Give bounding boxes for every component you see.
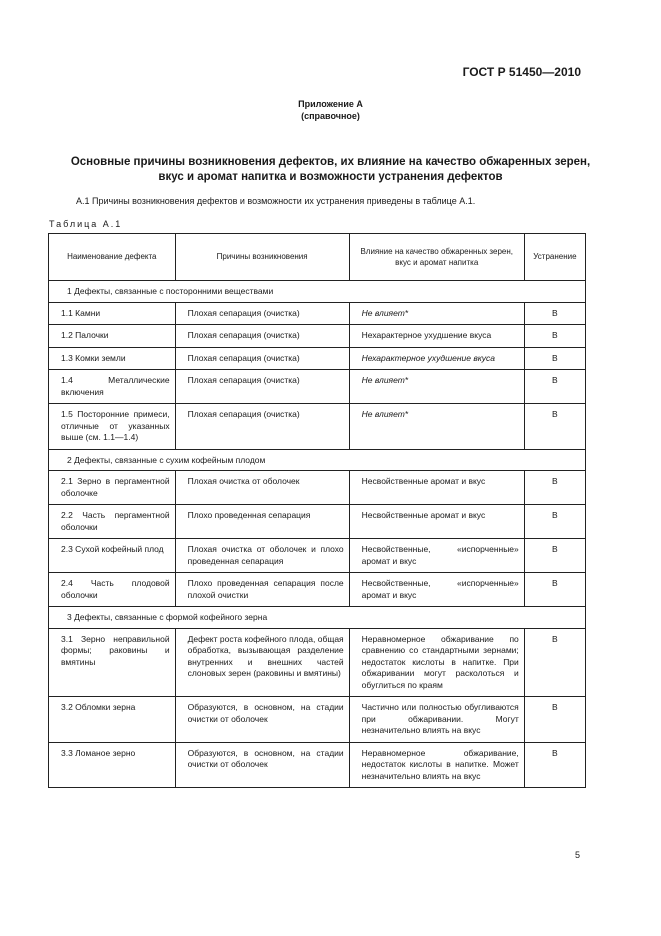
fix-cell: В [524, 471, 585, 505]
effect-cell: Не влияет* [349, 370, 524, 404]
column-header-defect: Наименование дефекта [49, 234, 176, 281]
cause-cell: Плохо проведенная сепарация [175, 505, 349, 539]
defect-name-cell: 2.2 Часть пергаментной оболочки [49, 505, 176, 539]
table-row [49, 742, 586, 788]
fix-cell: В [524, 628, 585, 697]
page-title-line-1: Основные причины возникновения дефектов, их влияние на качество обжаренных зерен, [70, 156, 591, 168]
table-row [49, 539, 586, 573]
table-row [49, 302, 586, 325]
page-number: 5 [574, 850, 580, 860]
cause-cell: Плохая сепарация (очистка) [175, 325, 349, 348]
table-row [49, 628, 586, 697]
cause-cell: Плохая сепарация (очистка) [175, 347, 349, 370]
cause-cell: Плохая очистка от оболочек [175, 471, 349, 505]
column-header-fix: Устранение [524, 234, 585, 281]
cause-cell: Дефект роста кофейного плода, общая обработка, вызывающая разделение внутренних и внешних частей слоновых зерен (раковины и вмятины) [175, 628, 349, 697]
defect-name-cell: 1.5 Посторонние примеси, отличные от указанных выше (см. 1.1—1.4) [49, 404, 176, 450]
fix-cell: В [524, 505, 585, 539]
defect-name-cell: 1.2 Палочки [49, 325, 176, 348]
effect-cell: Частично или полностью обугливаются при обжаривании. Могут незначительно влиять на вкус [349, 697, 524, 743]
cause-cell: Образуются, в основном, на стадии очистки от оболочек [175, 697, 349, 743]
intro-paragraph: А.1 Причины возникновения дефектов и возможности их устранения приведены в таблице А.1. [76, 196, 476, 206]
page-title-line-2: вкус и аромат напитка и возможности устранения дефектов [158, 171, 503, 183]
table-header-row [49, 234, 586, 281]
cause-cell: Плохая сепарация (очистка) [175, 404, 349, 450]
table-row [49, 573, 586, 607]
effect-cell: Несвойственные, «испорченные» аромат и вкус [349, 539, 524, 573]
page-title [40, 155, 621, 185]
cause-cell: Образуются, в основном, на стадии очистки от оболочек [175, 742, 349, 788]
section-title: 2 Дефекты, связанные с сухим кофейным плодом [49, 449, 586, 471]
defect-name-cell: 2.4 Часть плодовой оболочки [49, 573, 176, 607]
effect-cell: Несвойственные аромат и вкус [349, 505, 524, 539]
table-section-row [49, 607, 586, 629]
defect-name-cell: 3.3 Ломаное зерно [49, 742, 176, 788]
cause-cell: Плохая сепарация (очистка) [175, 302, 349, 325]
table-row [49, 505, 586, 539]
table-row [49, 325, 586, 348]
fix-cell: В [524, 325, 585, 348]
defect-name-cell: 2.1 Зерно в пергаментной оболочке [49, 471, 176, 505]
effect-cell: Неравномерное обжаривание по сравнению со стандартными зернами; недостаток кислоты в напитке. При обжаривании могут расколоться и обуглиться по краям [349, 628, 524, 697]
annex-subtitle: (справочное) [301, 111, 360, 121]
column-header-causes: Причины возникновения [175, 234, 349, 281]
fix-cell: В [524, 697, 585, 743]
cause-cell: Плохая сепарация (очистка) [175, 370, 349, 404]
fix-cell: В [524, 347, 585, 370]
table-row [49, 697, 586, 743]
table-row [49, 370, 586, 404]
defect-name-cell: 2.3 Сухой кофейный плод [49, 539, 176, 573]
defect-name-cell: 1.3 Комки земли [49, 347, 176, 370]
effect-cell: Несвойственные, «испорченные» аромат и вкус [349, 573, 524, 607]
annex-heading [0, 98, 661, 122]
fix-cell: В [524, 404, 585, 450]
cause-cell: Плохо проведенная сепарация после плохой очистки [175, 573, 349, 607]
document-code: ГОСТ Р 51450—2010 [462, 65, 581, 79]
cause-cell: Плохая очистка от оболочек и плохо проведенная сепарация [175, 539, 349, 573]
defect-name-cell: 1.1 Камни [49, 302, 176, 325]
table-caption: Таблица А.1 [49, 219, 123, 229]
table-row [49, 347, 586, 370]
fix-cell: В [524, 370, 585, 404]
fix-cell: В [524, 539, 585, 573]
effect-cell: Нехарактерное ухудшение вкуса [349, 325, 524, 348]
defect-name-cell: 3.2 Обломки зерна [49, 697, 176, 743]
fix-cell: В [524, 742, 585, 788]
defects-table [48, 233, 586, 788]
section-title: 1 Дефекты, связанные с посторонними веществами [49, 281, 586, 303]
effect-cell: Несвойственные аромат и вкус [349, 471, 524, 505]
defect-name-cell: 1.4 Металлические включения [49, 370, 176, 404]
annex-title: Приложение А [298, 99, 363, 109]
fix-cell: В [524, 573, 585, 607]
effect-cell: Не влияет* [349, 302, 524, 325]
table-row [49, 404, 586, 450]
table-section-row [49, 281, 586, 303]
effect-cell: Не влияет* [349, 404, 524, 450]
table-row [49, 471, 586, 505]
defect-name-cell: 3.1 Зерно неправильной формы; раковины и вмятины [49, 628, 176, 697]
fix-cell: В [524, 302, 585, 325]
column-header-effect: Влияние на качество обжаренных зерен, вкус и аромат напитка [349, 234, 524, 281]
effect-cell: Нехарактерное ухудшение вкуса [349, 347, 524, 370]
section-title: 3 Дефекты, связанные с формой кофейного зерна [49, 607, 586, 629]
table-section-row [49, 449, 586, 471]
effect-cell: Неравномерное обжаривание, недостаток кислоты в напитке. Может незначительно влиять на вкус [349, 742, 524, 788]
